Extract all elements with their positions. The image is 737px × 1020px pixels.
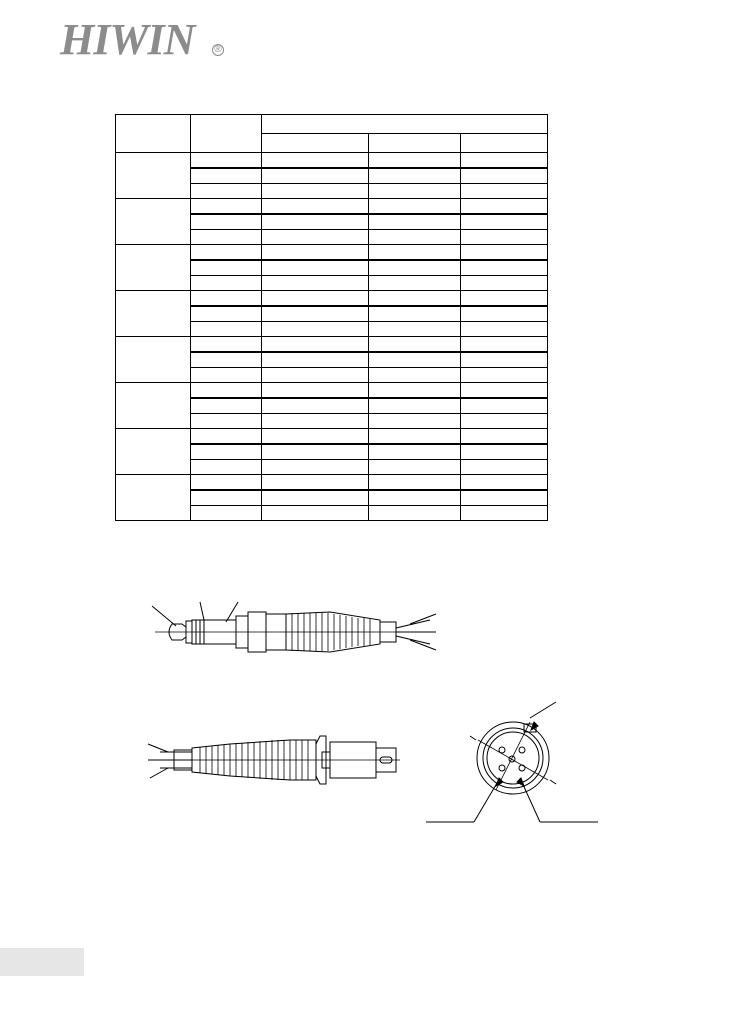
phone-plug-drawing xyxy=(152,602,436,652)
circular-connector-face-drawing xyxy=(426,702,598,822)
hiwin-logo: HIWIN xyxy=(60,15,195,64)
circular-connector-side-drawing xyxy=(148,736,400,784)
registered-mark: ® xyxy=(212,44,224,56)
page-tab xyxy=(0,948,84,976)
